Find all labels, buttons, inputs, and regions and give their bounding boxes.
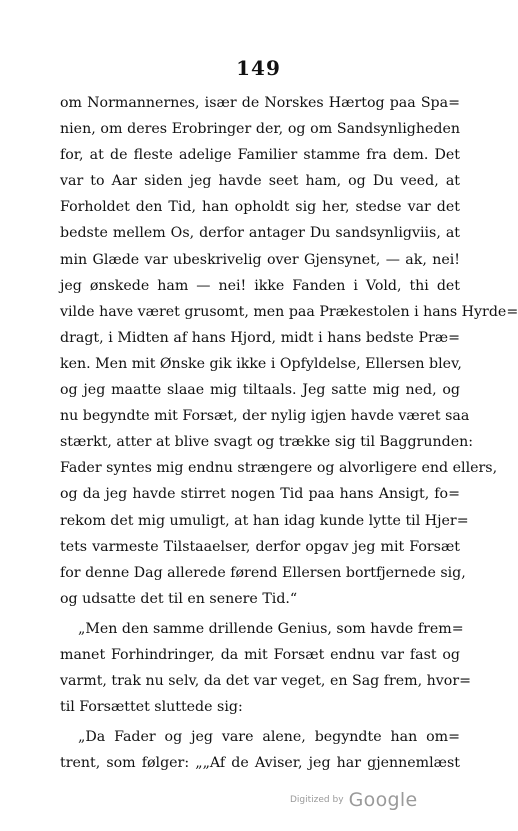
paragraph: [60, 616, 472, 720]
text-line: og udsatte det til en senere Tid.“: [60, 590, 298, 607]
google-logo: Google: [348, 789, 418, 811]
text-line: nu begyndte mit Forsæt, der nylig igjen havde været saa: [60, 408, 470, 425]
text-line: for, at de fleste adelige Familier stamme fra dem. Det: [60, 147, 460, 164]
text-line: jeg ønskede ham — nei! ikke Fanden i Vold, thi det: [60, 277, 460, 294]
text-line: trent, som følger: „„Af de Aviser, jeg har gjennemlæst: [60, 755, 460, 772]
text-line: bedste mellem Os, derfor antager Du sandsynligviis, at: [60, 225, 460, 242]
paragraph: [60, 90, 518, 612]
body-text: [60, 90, 518, 776]
text-line: vilde have været grusomt, men paa Prækestolen i hans Hyrde=: [60, 303, 518, 320]
text-line: min Glæde var ubeskrivelig over Gjensynet, — ak, nei!: [60, 251, 460, 268]
text-line: til Forsættet sluttede sig:: [60, 699, 243, 716]
text-line: Forholdet den Tid, han opholdt sig her, stedse var det: [60, 199, 460, 216]
text-line: var to Aar siden jeg havde seet ham, og Du veed, at: [60, 173, 460, 190]
text-line: Fader syntes mig endnu strængere og alvorligere end ellers,: [60, 460, 498, 477]
watermark-prefix: Digitized by: [290, 795, 344, 805]
text-line: varmt, trak nu selv, da det var veget, en Sag frem, hvor=: [60, 673, 472, 690]
text-line: og jeg maatte slaae mig tiltaals. Jeg satte mig ned, og: [60, 382, 460, 399]
text-line: om Normannernes, især de Norskes Hærtog paa Spa=: [60, 95, 460, 111]
text-line: tets varmeste Tilstaaelser, derfor opgav jeg mit Forsæt: [60, 538, 460, 555]
digitized-by-google-watermark: [290, 789, 417, 811]
text-line: „Men den samme drillende Genius, som havde frem=: [78, 620, 464, 637]
text-line: ken. Men mit Ønske gik ikke i Opfyldelse, Ellersen blev,: [60, 355, 462, 372]
text-line: manet Forhindringer, da mit Forsæt endnu var fast og: [60, 646, 460, 663]
text-line: rekom det mig umuligt, at han idag kunde lytte til Hjer=: [60, 512, 469, 529]
text-line: nien, om deres Erobringer der, og om Sandsynligheden: [60, 121, 460, 138]
text-line: og da jeg havde stirret nogen Tid paa hans Ansigt, fo=: [60, 486, 460, 503]
text-line: dragt, i Midten af hans Hjord, midt i hans bedste Præ=: [60, 329, 460, 346]
text-line: for denne Dag allerede førend Ellersen bortfjernede sig,: [60, 564, 466, 581]
page-number: 149: [236, 56, 281, 80]
text-line: stærkt, atter at blive svagt og trække sig til Baggrunden:: [60, 434, 474, 451]
text-line: „Da Fader og jeg vare alene, begyndte han om=: [78, 729, 460, 746]
paragraph: [60, 724, 460, 776]
